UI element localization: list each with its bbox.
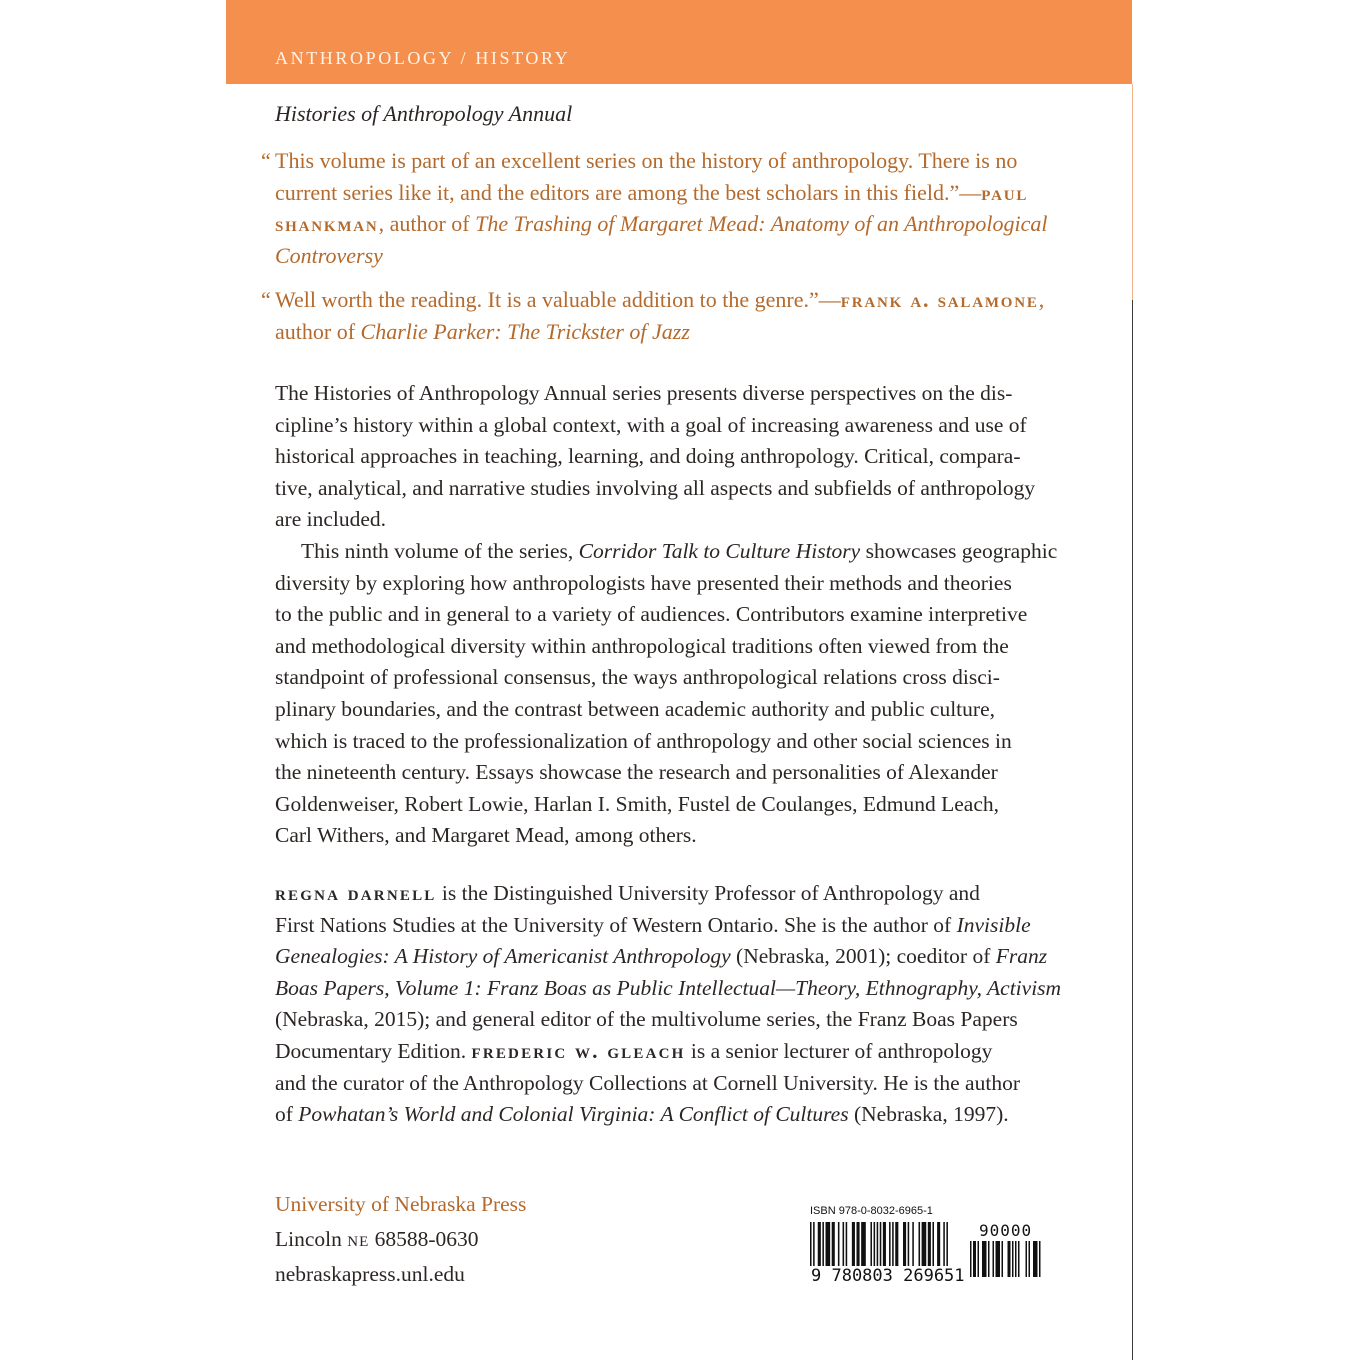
barcode-bar bbox=[861, 1222, 866, 1266]
blurb-line bbox=[275, 316, 1075, 348]
bio-line: and the curator of the Anthropology Collections at Cornell University. He is the author bbox=[275, 1070, 1020, 1095]
open-quote: “ bbox=[261, 148, 271, 173]
description-line: to the public and in general to a variety of audiences. Contributors examine interpretive bbox=[275, 602, 1028, 627]
bio-line bbox=[275, 1036, 1075, 1068]
barcode-bar bbox=[988, 1241, 990, 1277]
barcode-bar bbox=[1015, 1241, 1017, 1277]
isbn-label: ISBN 978-0-8032-6965-1 bbox=[810, 1205, 933, 1217]
book-title: Corridor Talk to Culture History bbox=[578, 538, 861, 563]
series-title: Histories of Anthropology Annual bbox=[275, 101, 573, 126]
barcode-bar bbox=[970, 1241, 972, 1277]
description-text: showcases geographic bbox=[860, 538, 1058, 563]
blurb-line bbox=[275, 177, 1075, 209]
description-line: Goldenweiser, Robert Lowie, Harlan I. Smith, Fustel de Coulanges, Edmund Leach, bbox=[275, 791, 1000, 816]
publisher-info bbox=[275, 1187, 526, 1292]
blurb-author: shankman bbox=[275, 211, 379, 236]
bio-text: Documentary Edition. bbox=[275, 1038, 472, 1063]
barcode-bar bbox=[912, 1222, 914, 1266]
price-code: 90000 bbox=[979, 1221, 1033, 1240]
address-zip: 68588-0630 bbox=[369, 1227, 479, 1251]
barcode-bar bbox=[874, 1222, 876, 1266]
book-title: The Trashing of Margaret Mead: Anatomy of an Anthropological bbox=[475, 211, 1048, 236]
barcode-bar bbox=[822, 1222, 824, 1266]
bio-text: of bbox=[275, 1102, 299, 1127]
barcode-bar bbox=[973, 1241, 976, 1277]
book-title: Genealogies: A History of Americanist Anthropology bbox=[275, 944, 731, 969]
barcode-bar bbox=[922, 1222, 927, 1266]
book-title: Powhatan’s World and Colonial Virginia: A Conflict of Cultures bbox=[298, 1102, 849, 1127]
blurb-text: Well worth the reading. It is a valuable addition to the genre.”— bbox=[275, 287, 841, 312]
blurb-line bbox=[275, 208, 1075, 240]
publisher-name: University of Nebraska Press bbox=[275, 1192, 527, 1216]
barcode-bar bbox=[1039, 1241, 1041, 1277]
description-line bbox=[275, 536, 1075, 568]
barcode-bar bbox=[1008, 1241, 1011, 1277]
barcode-bar bbox=[1012, 1241, 1014, 1277]
barcode-bar bbox=[846, 1222, 848, 1266]
blurb-line: This volume is part of an excellent series on the history of anthropology. There is no bbox=[275, 148, 1018, 173]
barcode-bar bbox=[1029, 1241, 1031, 1277]
barcode-bar bbox=[978, 1241, 980, 1277]
barcode-bar bbox=[870, 1222, 872, 1266]
blurb-text: , bbox=[1038, 287, 1045, 312]
barcode-bar bbox=[852, 1222, 855, 1266]
editor-name: frederic w. gleach bbox=[471, 1038, 686, 1063]
book-title: Invisible bbox=[956, 912, 1031, 937]
barcode-bar bbox=[877, 1222, 879, 1266]
description-line: and methodological diversity within anthropological traditions often viewed from the bbox=[275, 633, 1009, 658]
open-quote: “ bbox=[261, 287, 271, 312]
barcode-bar bbox=[880, 1222, 882, 1266]
blurb-salamone bbox=[261, 284, 1075, 347]
barcode-bar bbox=[832, 1222, 835, 1266]
ean-digits: 9 780803 269651 bbox=[811, 1266, 965, 1286]
address-state: ne bbox=[347, 1227, 370, 1251]
description-line: diversity by exploring how anthropologists have presented their methods and theories bbox=[275, 570, 1012, 595]
barcode-bar bbox=[857, 1222, 860, 1266]
barcode-bar bbox=[1002, 1241, 1004, 1277]
description-line: cipline’s history within a global context, with a goal of increasing awareness and use of bbox=[275, 412, 1027, 437]
publisher-address bbox=[275, 1222, 526, 1257]
description-line: The Histories of Anthropology Annual series presents diverse perspectives on the dis- bbox=[275, 381, 1013, 405]
barcode-bar bbox=[843, 1222, 845, 1266]
book-title: Franz bbox=[995, 944, 1048, 969]
description-line: Carl Withers, and Margaret Mead, among others. bbox=[275, 823, 697, 848]
description-line: which is traced to the professionalization of anthropology and other social sciences in bbox=[275, 728, 1012, 753]
bio-text: (Nebraska, 2001); coeditor of bbox=[730, 944, 996, 969]
spine-edge bbox=[1132, 84, 1133, 300]
description-line: are included. bbox=[275, 507, 387, 532]
bio-line bbox=[275, 1099, 1075, 1131]
editor-bios bbox=[275, 878, 1075, 1131]
category-label: ANTHROPOLOGY / HISTORY bbox=[275, 48, 571, 68]
barcode-bar bbox=[892, 1222, 894, 1266]
barcode-bar bbox=[996, 1241, 1001, 1277]
bio-line: (Nebraska, 2015); and general editor of the multivolume series, the Franz Boas Papers bbox=[275, 1007, 1018, 1032]
book-title: Charlie Parker: The Trickster of Jazz bbox=[360, 318, 690, 344]
blurb-author: frank a. salamone bbox=[840, 287, 1039, 312]
editor-name: regna darnell bbox=[275, 881, 437, 905]
description-line: plinary boundaries, and the contrast between academic authority and public culture, bbox=[275, 696, 995, 721]
blurb-line bbox=[275, 284, 1075, 316]
blurb-text: current series like it, and the editors are among the best scholars in this field.”— bbox=[275, 179, 982, 205]
barcode-bar bbox=[928, 1222, 931, 1266]
bio-line bbox=[275, 941, 1075, 973]
barcode-bar bbox=[1033, 1241, 1038, 1277]
blurb-shankman bbox=[261, 145, 1075, 271]
description-line: historical approaches in teaching, learning, and doing anthropology. Critical, compara- bbox=[275, 444, 1021, 469]
spine-edge bbox=[1132, 300, 1133, 1360]
address-city: Lincoln bbox=[275, 1227, 348, 1251]
isbn-barcode bbox=[810, 1205, 1070, 1289]
bio-text: is a senior lecturer of anthropology bbox=[685, 1038, 993, 1063]
barcode-bar bbox=[826, 1222, 831, 1266]
publisher-website: nebraskapress.unl.edu bbox=[275, 1262, 465, 1286]
bio-line bbox=[275, 878, 1075, 910]
barcode-bar bbox=[1018, 1241, 1020, 1277]
barcode-bar bbox=[818, 1222, 821, 1266]
bio-line bbox=[275, 910, 1075, 942]
category-banner bbox=[226, 0, 1132, 84]
description-line: the nineteenth century. Essays showcase the research and personalities of Alexander bbox=[275, 760, 998, 785]
bio-text: is the Distinguished University Professor of Anthropology and bbox=[436, 881, 980, 905]
barcode-bar bbox=[1026, 1241, 1028, 1277]
barcode-bar bbox=[889, 1222, 891, 1266]
barcode-bar bbox=[838, 1222, 840, 1266]
barcode-bar bbox=[908, 1222, 910, 1266]
description-line: standpoint of professional consensus, the ways anthropological relations cross disci- bbox=[275, 665, 1000, 690]
barcode-bar bbox=[932, 1222, 934, 1266]
supplement-barcode-bars bbox=[970, 1241, 1046, 1285]
blurb-author: paul bbox=[981, 179, 1029, 205]
barcode-bar bbox=[895, 1222, 898, 1266]
back-cover bbox=[226, 0, 1132, 1360]
barcode-bar bbox=[982, 1241, 987, 1277]
series-description bbox=[275, 378, 1075, 852]
blurb-text: , author of bbox=[378, 211, 476, 236]
barcode-bar bbox=[903, 1222, 906, 1266]
description-line: tive, analytical, and narrative studies involving all aspects and subfields of anthropology bbox=[275, 475, 1036, 500]
barcode-bar bbox=[919, 1222, 921, 1266]
blurb-text: author of bbox=[275, 318, 361, 344]
bio-text: First Nations Studies at the University of Western Ontario. She is the author of bbox=[275, 912, 957, 937]
bio-text: (Nebraska, 1997). bbox=[848, 1102, 1009, 1127]
description-text: This ninth volume of the series, bbox=[301, 538, 579, 563]
book-title: Boas Papers, Volume 1: Franz Boas as Public Intellectual—Theory, Ethnography, Activism bbox=[275, 975, 1062, 1000]
barcode-bar bbox=[883, 1222, 886, 1266]
barcode-bar bbox=[993, 1241, 995, 1277]
book-title: Controversy bbox=[275, 242, 383, 268]
